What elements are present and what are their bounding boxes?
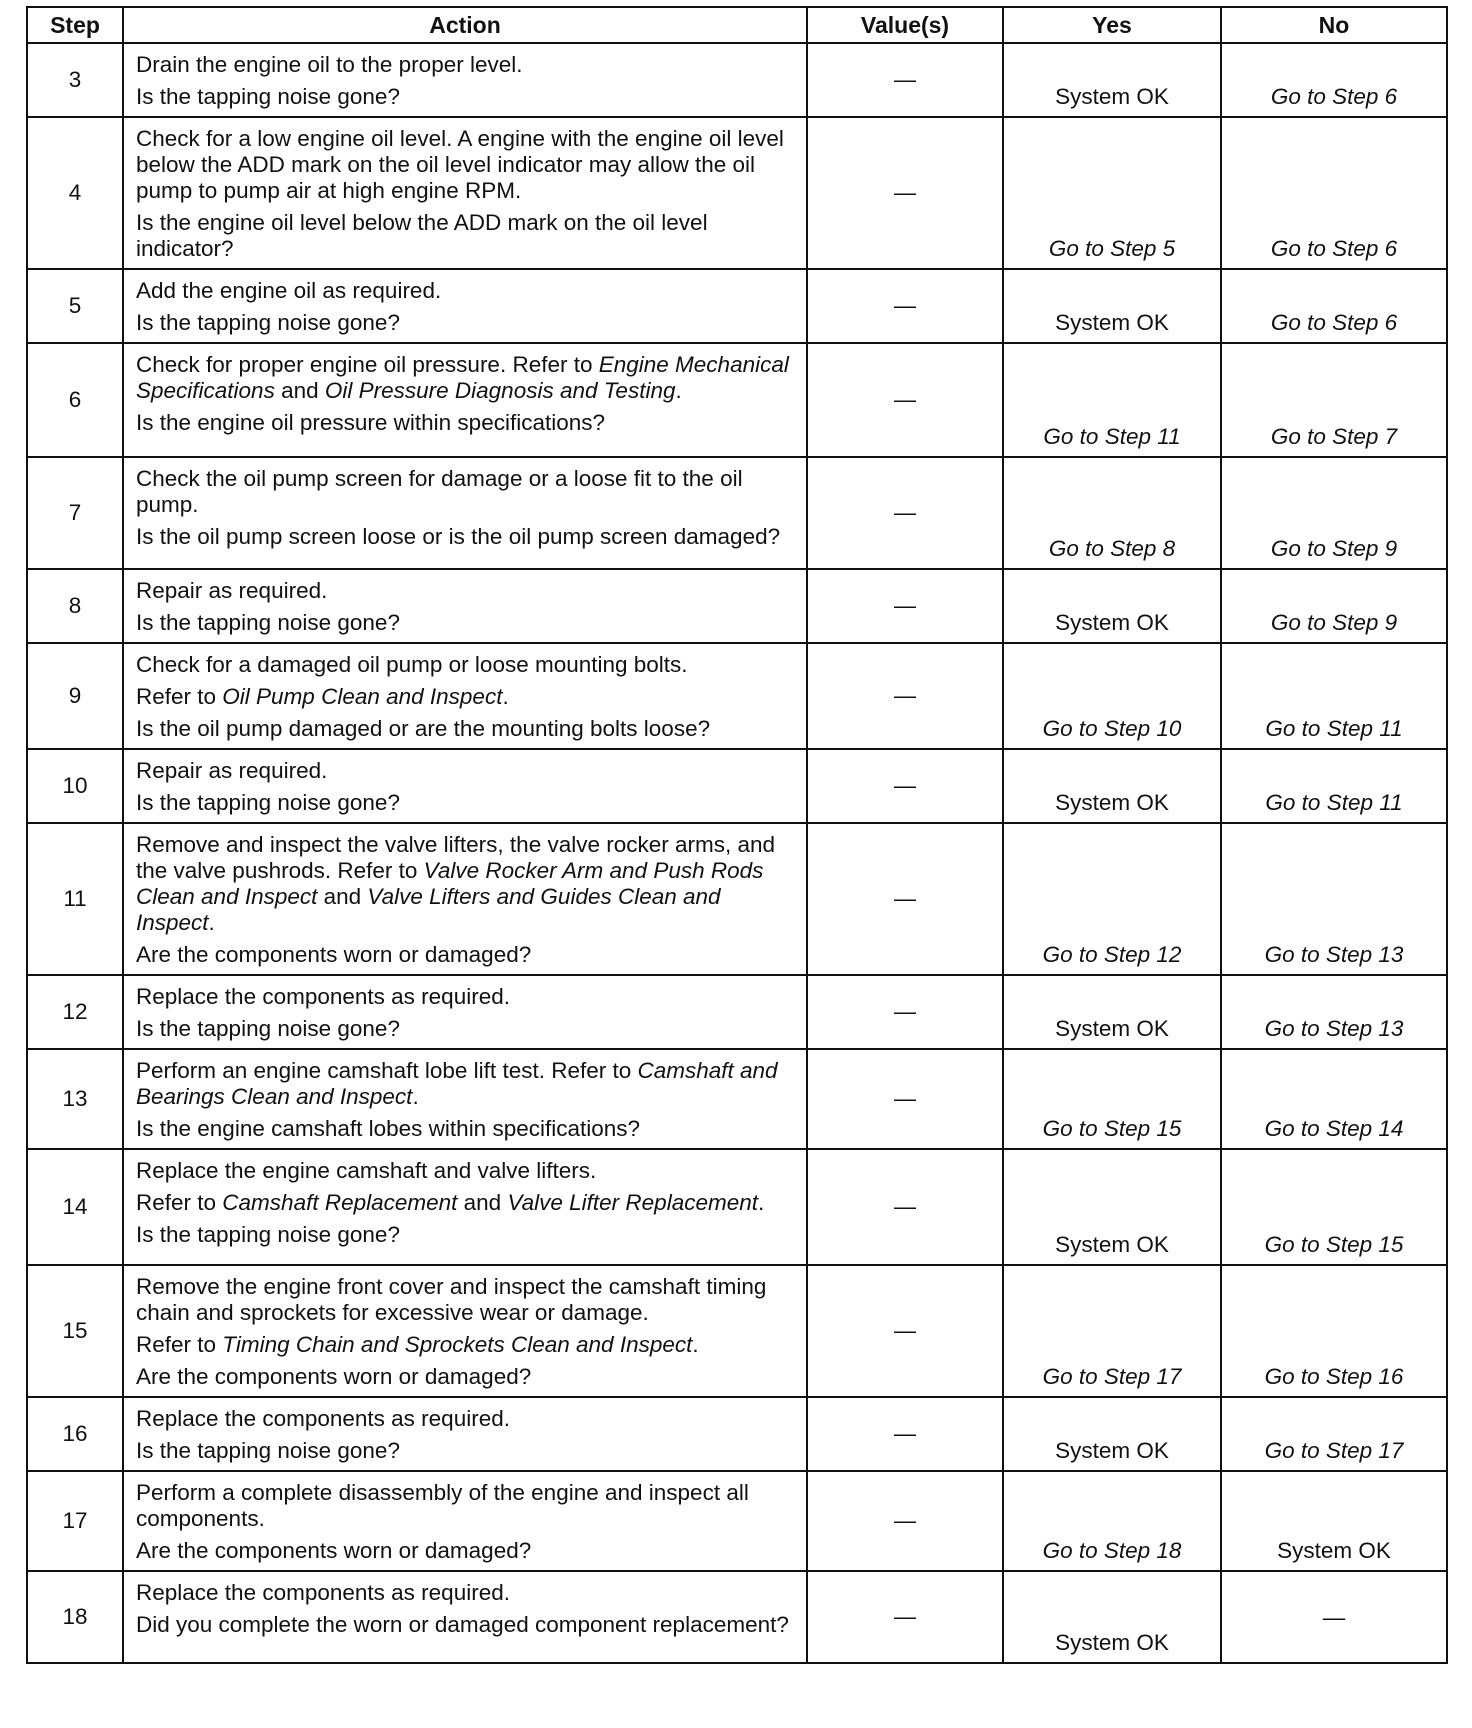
action-reference: Engine Mechanical Specifications (136, 352, 789, 403)
action-text: Replace the components as required. (136, 984, 510, 1009)
table-row (27, 117, 1447, 269)
action-reference: Oil Pump Clean and Inspect (222, 684, 503, 709)
action-text: Are the components worn or damaged? (136, 1364, 532, 1389)
header-yes: Yes (1003, 7, 1221, 43)
no-outcome: Go to Step 17 (1221, 1397, 1447, 1471)
action-text: . (758, 1190, 765, 1215)
action-reference: Valve Lifters and Guides Clean and Inspect (136, 884, 721, 935)
action-paragraph (136, 610, 796, 636)
action-paragraph (136, 1612, 796, 1638)
no-outcome: Go to Step 9 (1221, 457, 1447, 569)
action-cell (123, 823, 807, 975)
action-reference: Camshaft and Bearings Clean and Inspect (136, 1058, 778, 1109)
no-outcome: Go to Step 15 (1221, 1149, 1447, 1265)
yes-outcome: System OK (1003, 43, 1221, 117)
action-text: Check for a damaged oil pump or loose mounting bolts. (136, 652, 688, 677)
table-row (27, 343, 1447, 457)
action-text: Is the tapping noise gone? (136, 610, 400, 635)
yes-outcome: System OK (1003, 569, 1221, 643)
action-text: Repair as required. (136, 578, 328, 603)
no-outcome: Go to Step 6 (1221, 269, 1447, 343)
step-number: 9 (27, 643, 123, 749)
action-text: and (457, 1190, 508, 1215)
action-text: . (692, 1332, 699, 1357)
header-values: Value(s) (807, 7, 1003, 43)
action-text: Is the engine oil level below the ADD mark on the oil level indicator? (136, 210, 708, 261)
action-paragraph (136, 1406, 796, 1432)
action-paragraph (136, 410, 796, 436)
action-text: Refer to (136, 1190, 223, 1215)
value-cell: — (807, 975, 1003, 1049)
action-text: Add the engine oil as required. (136, 278, 442, 303)
action-text: Is the engine camshaft lobes within specifications? (136, 1116, 641, 1141)
value-cell: — (807, 1471, 1003, 1571)
step-number: 8 (27, 569, 123, 643)
action-paragraph (136, 210, 796, 262)
action-text: Check for a low engine oil level. A engine with the engine oil level below the ADD mark on the oil level indicator may allow the oil pump to pump air at high engine RPM. (136, 126, 784, 203)
action-paragraph (136, 310, 796, 336)
value-cell: — (807, 569, 1003, 643)
action-text: . (675, 378, 682, 403)
action-text: Is the tapping noise gone? (136, 1438, 400, 1463)
header-no: No (1221, 7, 1447, 43)
action-paragraph (136, 832, 796, 936)
action-cell (123, 749, 807, 823)
action-text: Refer to (136, 1332, 223, 1357)
table-row (27, 457, 1447, 569)
step-number: 17 (27, 1471, 123, 1571)
table-row (27, 1397, 1447, 1471)
table-row (27, 749, 1447, 823)
yes-outcome: Go to Step 15 (1003, 1049, 1221, 1149)
table-body (27, 43, 1447, 1663)
action-paragraph (136, 716, 796, 742)
action-paragraph (136, 352, 796, 404)
action-paragraph (136, 684, 796, 710)
action-text: Is the tapping noise gone? (136, 310, 400, 335)
action-paragraph (136, 84, 796, 110)
step-number: 14 (27, 1149, 123, 1265)
action-paragraph (136, 126, 796, 204)
action-paragraph (136, 984, 796, 1010)
action-cell (123, 1471, 807, 1571)
action-paragraph (136, 1274, 796, 1326)
yes-outcome: System OK (1003, 269, 1221, 343)
step-number: 6 (27, 343, 123, 457)
no-outcome: Go to Step 11 (1221, 643, 1447, 749)
no-outcome: Go to Step 11 (1221, 749, 1447, 823)
action-paragraph (136, 1538, 796, 1564)
action-paragraph (136, 1222, 796, 1248)
diagnostic-table (26, 6, 1448, 1664)
table-row (27, 823, 1447, 975)
value-cell: — (807, 269, 1003, 343)
action-paragraph (136, 578, 796, 604)
step-number: 3 (27, 43, 123, 117)
action-reference: Camshaft Replacement (222, 1190, 458, 1215)
step-number: 5 (27, 269, 123, 343)
yes-outcome: Go to Step 18 (1003, 1471, 1221, 1571)
action-text: Check for proper engine oil pressure. Refer to (136, 352, 599, 377)
action-text: Is the oil pump damaged or are the mounting bolts loose? (136, 716, 711, 741)
action-cell (123, 569, 807, 643)
no-outcome: Go to Step 13 (1221, 975, 1447, 1049)
action-cell (123, 457, 807, 569)
value-cell: — (807, 1265, 1003, 1397)
action-cell (123, 269, 807, 343)
table-row (27, 1049, 1447, 1149)
action-paragraph (136, 1058, 796, 1110)
action-reference: Valve Rocker Arm and Push Rods Clean and Inspect (136, 858, 764, 909)
action-paragraph (136, 1332, 796, 1358)
action-paragraph (136, 1016, 796, 1042)
step-number: 18 (27, 1571, 123, 1663)
no-outcome: Go to Step 9 (1221, 569, 1447, 643)
diagnostic-table-sheet (26, 6, 1446, 1664)
action-paragraph (136, 1158, 796, 1184)
action-text: Drain the engine oil to the proper level. (136, 52, 523, 77)
table-row (27, 643, 1447, 749)
table-row (27, 975, 1447, 1049)
no-outcome: Go to Step 16 (1221, 1265, 1447, 1397)
action-cell (123, 43, 807, 117)
action-paragraph (136, 1116, 796, 1142)
step-number: 12 (27, 975, 123, 1049)
header-step: Step (27, 7, 123, 43)
yes-outcome: Go to Step 5 (1003, 117, 1221, 269)
table-row (27, 1149, 1447, 1265)
yes-outcome: System OK (1003, 749, 1221, 823)
action-reference: Timing Chain and Sprockets Clean and Inspect (222, 1332, 693, 1357)
step-number: 16 (27, 1397, 123, 1471)
step-number: 13 (27, 1049, 123, 1149)
no-outcome: System OK (1221, 1471, 1447, 1571)
action-paragraph (136, 466, 796, 518)
no-outcome: Go to Step 7 (1221, 343, 1447, 457)
action-text: Repair as required. (136, 758, 328, 783)
action-text: Refer to (136, 684, 223, 709)
value-cell: — (807, 343, 1003, 457)
no-outcome: Go to Step 6 (1221, 117, 1447, 269)
action-cell (123, 1265, 807, 1397)
action-text: Remove the engine front cover and inspect the camshaft timing chain and sprockets for excessive wear or damage. (136, 1274, 767, 1325)
table-row (27, 1471, 1447, 1571)
table-row (27, 1571, 1447, 1663)
yes-outcome: Go to Step 10 (1003, 643, 1221, 749)
action-text: Perform a complete disassembly of the engine and inspect all components. (136, 1480, 749, 1531)
action-text: Did you complete the worn or damaged component replacement? (136, 1612, 789, 1637)
header-action: Action (123, 7, 807, 43)
no-outcome: Go to Step 14 (1221, 1049, 1447, 1149)
no-outcome: Go to Step 6 (1221, 43, 1447, 117)
action-text: Replace the components as required. (136, 1580, 510, 1605)
step-number: 15 (27, 1265, 123, 1397)
action-reference: Valve Lifter Replacement (507, 1190, 758, 1215)
action-text: Is the tapping noise gone? (136, 84, 400, 109)
action-text: Replace the engine camshaft and valve lifters. (136, 1158, 597, 1183)
action-paragraph (136, 758, 796, 784)
action-cell (123, 1049, 807, 1149)
action-text: Are the components worn or damaged? (136, 942, 532, 967)
action-paragraph (136, 1480, 796, 1532)
value-cell: — (807, 1049, 1003, 1149)
action-text: Is the engine oil pressure within specifications? (136, 410, 606, 435)
yes-outcome: System OK (1003, 1149, 1221, 1265)
step-number: 10 (27, 749, 123, 823)
step-number: 4 (27, 117, 123, 269)
value-cell: — (807, 43, 1003, 117)
step-number: 7 (27, 457, 123, 569)
action-cell (123, 975, 807, 1049)
yes-outcome: Go to Step 11 (1003, 343, 1221, 457)
table-row (27, 269, 1447, 343)
action-paragraph (136, 1580, 796, 1606)
table-row (27, 569, 1447, 643)
value-cell: — (807, 117, 1003, 269)
action-reference: Oil Pressure Diagnosis and Testing (324, 378, 676, 403)
value-cell: — (807, 1571, 1003, 1663)
action-text: Is the tapping noise gone? (136, 1222, 400, 1247)
no-outcome: — (1221, 1571, 1447, 1663)
yes-outcome: Go to Step 17 (1003, 1265, 1221, 1397)
action-text: Check the oil pump screen for damage or a loose fit to the oil pump. (136, 466, 743, 517)
action-text: . (208, 910, 215, 935)
action-paragraph (136, 278, 796, 304)
yes-outcome: System OK (1003, 1397, 1221, 1471)
action-text: Is the oil pump screen loose or is the oil pump screen damaged? (136, 524, 781, 549)
yes-outcome: System OK (1003, 1571, 1221, 1663)
yes-outcome: Go to Step 8 (1003, 457, 1221, 569)
value-cell: — (807, 823, 1003, 975)
action-paragraph (136, 790, 796, 816)
action-cell (123, 1149, 807, 1265)
no-outcome: Go to Step 13 (1221, 823, 1447, 975)
action-text: Is the tapping noise gone? (136, 1016, 400, 1041)
action-cell (123, 343, 807, 457)
action-text: and (274, 378, 325, 403)
header-row (27, 7, 1447, 43)
action-text: Remove and inspect the valve lifters, the valve rocker arms, and the valve pushrods. Refer to (136, 832, 776, 883)
yes-outcome: Go to Step 12 (1003, 823, 1221, 975)
value-cell: — (807, 1397, 1003, 1471)
action-paragraph (136, 1364, 796, 1390)
action-text: Is the tapping noise gone? (136, 790, 400, 815)
action-paragraph (136, 52, 796, 78)
value-cell: — (807, 643, 1003, 749)
table-row (27, 1265, 1447, 1397)
value-cell: — (807, 457, 1003, 569)
action-cell (123, 1397, 807, 1471)
action-cell (123, 1571, 807, 1663)
action-text: and (317, 884, 368, 909)
table-row (27, 43, 1447, 117)
action-text: Perform an engine camshaft lobe lift test. Refer to (136, 1058, 638, 1083)
value-cell: — (807, 1149, 1003, 1265)
value-cell: — (807, 749, 1003, 823)
yes-outcome: System OK (1003, 975, 1221, 1049)
action-text: Replace the components as required. (136, 1406, 510, 1431)
action-text: . (412, 1084, 419, 1109)
step-number: 11 (27, 823, 123, 975)
action-paragraph (136, 1190, 796, 1216)
action-paragraph (136, 524, 796, 550)
action-cell (123, 643, 807, 749)
action-text: . (502, 684, 509, 709)
action-cell (123, 117, 807, 269)
action-paragraph (136, 942, 796, 968)
action-paragraph (136, 1438, 796, 1464)
action-paragraph (136, 652, 796, 678)
action-text: Are the components worn or damaged? (136, 1538, 532, 1563)
